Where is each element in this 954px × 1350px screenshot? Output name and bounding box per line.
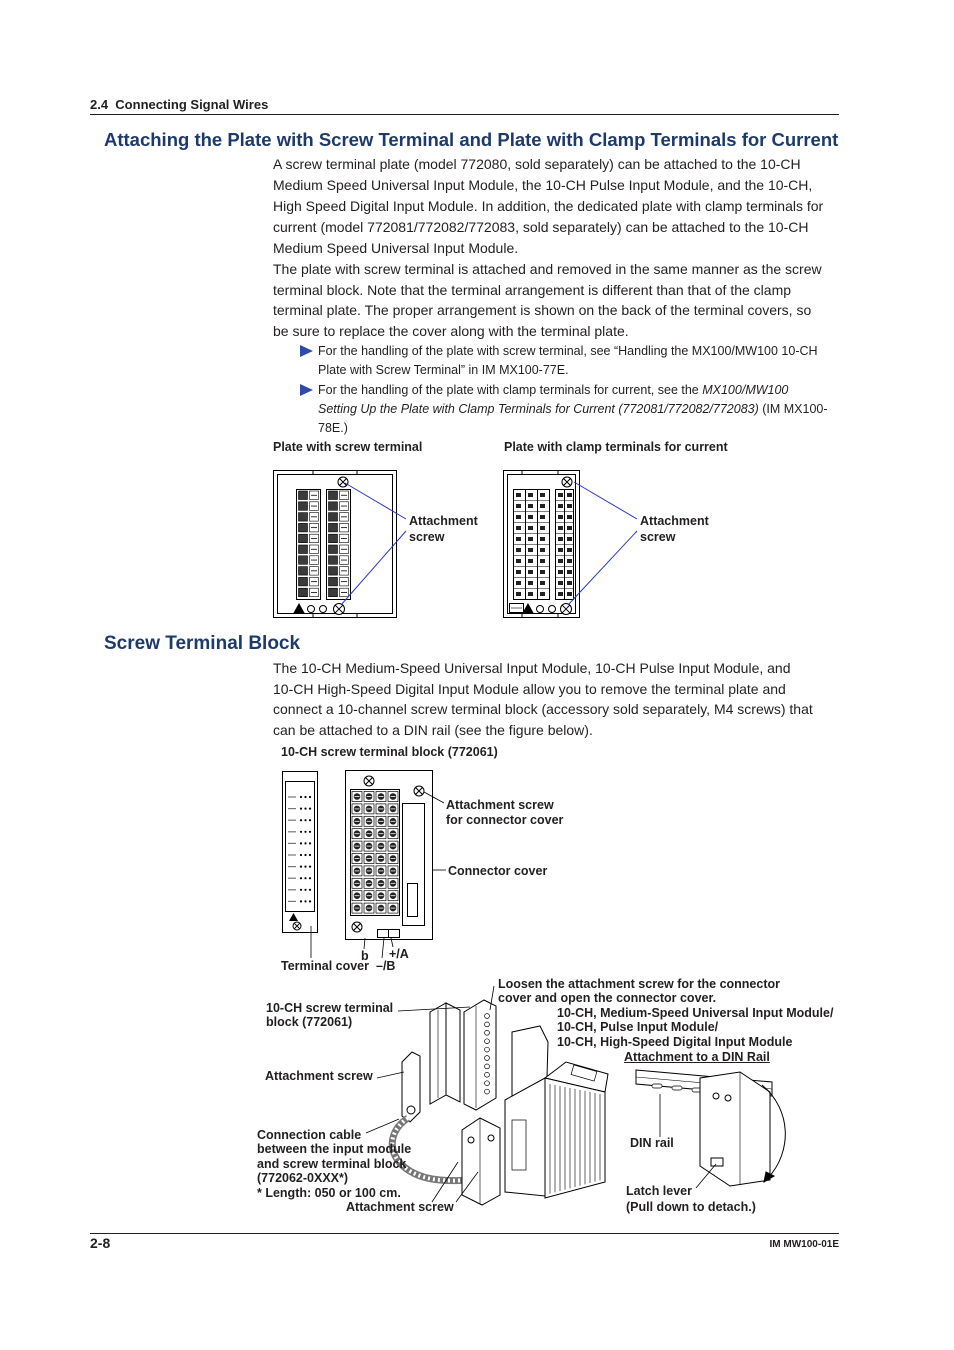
clamp-opening: [516, 559, 521, 563]
caption-terminal-block: 10-CH screw terminal block (772061): [281, 745, 498, 759]
cover-legend-dot: [300, 808, 302, 810]
terminal-cover-drawing: [283, 772, 318, 933]
clamp-opening: [567, 537, 572, 541]
clamp-plate-drawing: [504, 471, 580, 618]
clamp-opening: [567, 548, 572, 552]
label-attachment-screw-bottom: Attachment screw: [346, 1200, 454, 1214]
note-clamp-line: 78E.): [318, 421, 348, 435]
clamp-opening: [567, 570, 572, 574]
clamp-opening: [558, 526, 563, 530]
terminal-screw: [299, 556, 308, 565]
clamp-plate-bottom-screw: [561, 604, 572, 615]
exploded-terminal-block: [464, 1000, 496, 1110]
clamp-opening: [540, 548, 545, 552]
exploded-block-screw: [485, 1072, 490, 1077]
note-clamp-text: (IM MX100-: [758, 402, 828, 416]
note-arrow-icon: [300, 345, 313, 357]
label-terminal-cover: Terminal cover: [281, 959, 370, 973]
exploded-block-screw: [485, 1022, 490, 1027]
clamp-opening: [558, 537, 563, 541]
terminal-screw: [299, 545, 308, 554]
terminal-cover-screw: [293, 922, 301, 930]
clamp-opening: [516, 537, 521, 541]
clamp-opening: [516, 504, 521, 508]
cover-legend-dot: [300, 796, 302, 798]
cover-legend-dot: [304, 796, 306, 798]
label-connection-cable: (772062-0XXX*): [257, 1171, 349, 1185]
clamp-opening: [540, 493, 545, 497]
clamp-opening: [567, 504, 572, 508]
caption-screw-plate: Plate with screw terminal: [273, 440, 423, 454]
clamp-opening: [558, 592, 563, 596]
label-attachment-screw-top: Attachment screw: [265, 1069, 373, 1083]
body-line: Medium Speed Universal Input Module, the 10-CH Pulse Input Module, and the 10-CH,: [273, 177, 813, 193]
terminal-screw: [329, 588, 338, 597]
note-screw-line: Plate with Screw Terminal” in IM MX100-77E.: [318, 363, 569, 377]
label-latch-lever: (Pull down to detach.): [626, 1200, 756, 1214]
label-latch-lever: Latch lever: [626, 1184, 693, 1198]
label-cable-length: * Length: 050 or 100 cm.: [257, 1186, 401, 1200]
cover-legend-dot: [300, 877, 302, 879]
terminal-screw: [329, 523, 338, 532]
label-loosen-screw: cover and open the connector cover.: [498, 991, 717, 1005]
clamp-opening: [558, 559, 563, 563]
callout-screw-plate: Attachment: [409, 514, 478, 528]
screw-plate-bottom-screw: [334, 604, 345, 615]
exploded-block-screw: [485, 1030, 490, 1035]
clamp-opening: [540, 570, 545, 574]
clamp-opening: [528, 493, 533, 497]
cover-legend-dot: [304, 831, 306, 833]
clamp-opening: [567, 581, 572, 585]
label-loosen-screw: Loosen the attachment screw for the connector: [498, 977, 780, 991]
clamp-opening: [540, 592, 545, 596]
clamp-opening: [528, 537, 533, 541]
clamp-opening: [540, 515, 545, 519]
clamp-opening: [540, 559, 545, 563]
clamp-plate-top-screw: [562, 477, 572, 487]
cover-legend-dot: [300, 819, 302, 821]
body-line: terminal block. Note that the terminal arrangement is different than that of the clamp: [273, 282, 792, 298]
clamp-opening: [558, 515, 563, 519]
terminal-screw: [299, 491, 308, 500]
cover-legend-dot: [304, 889, 306, 891]
terminal-screw: [299, 567, 308, 576]
caption-clamp-plate: Plate with clamp terminals for current: [504, 440, 728, 454]
heading-attaching-plate: Attaching the Plate with Screw Terminal and Plate with Clamp Terminals for Current: [104, 129, 839, 150]
cover-legend-dot: [309, 819, 311, 821]
label-attachment-screw: Attachment screw: [446, 798, 554, 812]
clamp-opening: [567, 493, 572, 497]
body-line: terminal plate. The proper arrangement is shown on the back of the terminal covers, so: [273, 302, 812, 318]
body-line: The 10-CH Medium-Speed Universal Input Module, 10-CH Pulse Input Module, and: [273, 660, 791, 676]
cover-legend-dot: [309, 831, 311, 833]
clamp-opening: [528, 548, 533, 552]
label-din-rail: DIN rail: [630, 1136, 674, 1150]
terminal-screw: [299, 523, 308, 532]
latch-lever: [711, 1158, 723, 1166]
terminal-screw: [329, 545, 338, 554]
clamp-opening: [528, 515, 533, 519]
cover-legend-dot: [304, 842, 306, 844]
note-clamp-manual-title: Setting Up the Plate with Clamp Terminals for Current (772081/772082/772083): [318, 402, 759, 416]
cover-legend-dot: [300, 842, 302, 844]
callout-clamp-plate: screw: [640, 530, 676, 544]
cover-legend-dot: [304, 819, 306, 821]
note-clamp-line: [318, 400, 828, 418]
document-id: IM MW100-01E: [769, 1239, 839, 1250]
exploded-block-screw: [485, 1081, 490, 1086]
screw-terminal-block-drawing: [346, 771, 433, 940]
clamp-opening: [540, 526, 545, 530]
cover-legend-dot: [309, 796, 311, 798]
clamp-opening: [516, 515, 521, 519]
cover-legend-dot: [309, 877, 311, 879]
body-line: High Speed Digital Input Module. In addition, the dedicated plate with clamp terminals for: [273, 198, 824, 214]
page-number: 2-8: [90, 1235, 111, 1251]
clamp-opening: [540, 504, 545, 508]
clamp-opening: [528, 526, 533, 530]
clamp-opening: [516, 592, 521, 596]
body-line: Medium Speed Universal Input Module.: [273, 240, 519, 256]
cover-legend-dot: [309, 842, 311, 844]
terminal-screw: [329, 567, 338, 576]
clamp-opening: [516, 581, 521, 585]
cover-legend-dot: [309, 889, 311, 891]
exploded-block-screw: [485, 1047, 490, 1052]
label-terminal-b: b: [361, 949, 369, 963]
label-block-model: 10-CH screw terminal: [266, 1001, 394, 1015]
cover-legend-dot: [309, 866, 311, 868]
cover-legend-dot: [309, 854, 311, 856]
heading-screw-terminal-block: Screw Terminal Block: [104, 633, 301, 654]
label-connector-cover: Connector cover: [448, 864, 548, 878]
cover-legend-dot: [300, 900, 302, 902]
note-clamp-line: [318, 381, 788, 399]
cover-legend-dot: [300, 889, 302, 891]
body-line: current (model 772081/772082/772083, sold separately) can be attached to the 10-CH: [273, 219, 809, 235]
body-line: be sure to replace the cover along with the terminal plate.: [273, 323, 629, 339]
terminal-screw: [329, 556, 338, 565]
screw-plate-drawing: [274, 471, 397, 618]
connector-cover-screw: [414, 786, 424, 796]
note-arrow-icon: [300, 384, 313, 396]
clamp-opening: [528, 592, 533, 596]
terminal-screw: [299, 534, 308, 543]
clamp-opening: [567, 526, 572, 530]
label-connection-cable: between the input module: [257, 1142, 412, 1156]
clamp-opening: [540, 537, 545, 541]
clamp-opening: [558, 504, 563, 508]
cover-legend-dot: [304, 866, 306, 868]
cover-legend-dot: [300, 831, 302, 833]
mounted-module: [700, 1072, 770, 1186]
block-top-screw: [364, 776, 374, 786]
clamp-opening: [540, 581, 545, 585]
clamp-opening: [567, 559, 572, 563]
clamp-opening: [528, 581, 533, 585]
cover-legend-dot: [309, 808, 311, 810]
clamp-opening: [528, 570, 533, 574]
note-clamp-text: For the handling of the plate with clamp terminals for current, see the: [318, 383, 703, 397]
clamp-opening: [567, 515, 572, 519]
clamp-opening: [516, 493, 521, 497]
label-terminal-minus-b: –/B: [376, 959, 396, 973]
note-clamp-manual-title: MX100/MW100: [702, 383, 789, 397]
cover-legend-dot: [300, 866, 302, 868]
clamp-opening: [558, 570, 563, 574]
terminal-screw: [329, 491, 338, 500]
terminal-screw: [329, 513, 338, 522]
terminal-screw: [299, 502, 308, 511]
exploded-block-screw: [485, 1014, 490, 1019]
clamp-opening: [567, 592, 572, 596]
label-input-module: 10-CH, Medium-Speed Universal Input Module/: [557, 1006, 834, 1020]
clamp-opening: [558, 548, 563, 552]
terminal-screw: [299, 577, 308, 586]
block-bottom-screw: [352, 922, 362, 932]
exploded-block-screw: [485, 1039, 490, 1044]
cover-legend-dot: [304, 808, 306, 810]
terminal-screw: [329, 502, 338, 511]
terminal-screw: [299, 588, 308, 597]
body-line: connect a 10-channel screw terminal block (accessory sold separately, M4 screws) that: [273, 701, 813, 717]
terminal-screw: [329, 577, 338, 586]
body-line: 10-CH High-Speed Digital Input Module allow you to remove the terminal plate and: [273, 681, 786, 697]
body-line: A screw terminal plate (model 772080, sold separately) can be attached to the 10-CH: [273, 156, 801, 172]
cover-legend-dot: [304, 877, 306, 879]
clamp-opening: [516, 526, 521, 530]
cable-connector: [462, 1118, 500, 1205]
label-attachment-screw: for connector cover: [446, 813, 564, 827]
terminal-screw: [329, 534, 338, 543]
terminal-screw: [299, 513, 308, 522]
note-screw-line: For the handling of the plate with screw terminal, see “Handling the MX100/MW100 10-CH: [318, 344, 818, 358]
clamp-opening: [558, 581, 563, 585]
label-din-rail-attachment: Attachment to a DIN Rail: [624, 1050, 770, 1064]
label-input-module: 10-CH, High-Speed Digital Input Module: [557, 1035, 793, 1049]
callout-clamp-plate: Attachment: [640, 514, 709, 528]
clamp-opening: [558, 493, 563, 497]
cover-legend-dot: [304, 900, 306, 902]
footer-rule: [90, 1233, 839, 1234]
clamp-opening: [528, 559, 533, 563]
label-connection-cable: Connection cable: [257, 1128, 362, 1142]
label-input-module: 10-CH, Pulse Input Module/: [557, 1020, 719, 1034]
cover-legend-dot: [300, 854, 302, 856]
cover-legend-dot: [309, 900, 311, 902]
exploded-block-screw: [485, 1089, 490, 1094]
label-connection-cable: and screw terminal block: [257, 1157, 407, 1171]
exploded-block-screw: [485, 1064, 490, 1069]
label-block-model: block (772061): [266, 1015, 353, 1029]
header-rule: [90, 114, 839, 115]
clamp-opening: [528, 504, 533, 508]
clamp-opening: [516, 570, 521, 574]
screw-plate-top-screw: [338, 477, 348, 487]
clamp-opening: [516, 548, 521, 552]
body-line: The plate with screw terminal is attached and removed in the same manner as the screw: [273, 261, 822, 277]
callout-screw-plate: screw: [409, 530, 445, 544]
label-terminal-plus-a: +/A: [389, 947, 409, 961]
exploded-block-screw: [485, 1056, 490, 1061]
section-header: 2.4 Connecting Signal Wires: [90, 97, 269, 112]
connector-cover: [403, 804, 425, 926]
body-line: can be attached to a DIN rail (see the figure below).: [273, 722, 593, 738]
cover-legend-dot: [304, 854, 306, 856]
